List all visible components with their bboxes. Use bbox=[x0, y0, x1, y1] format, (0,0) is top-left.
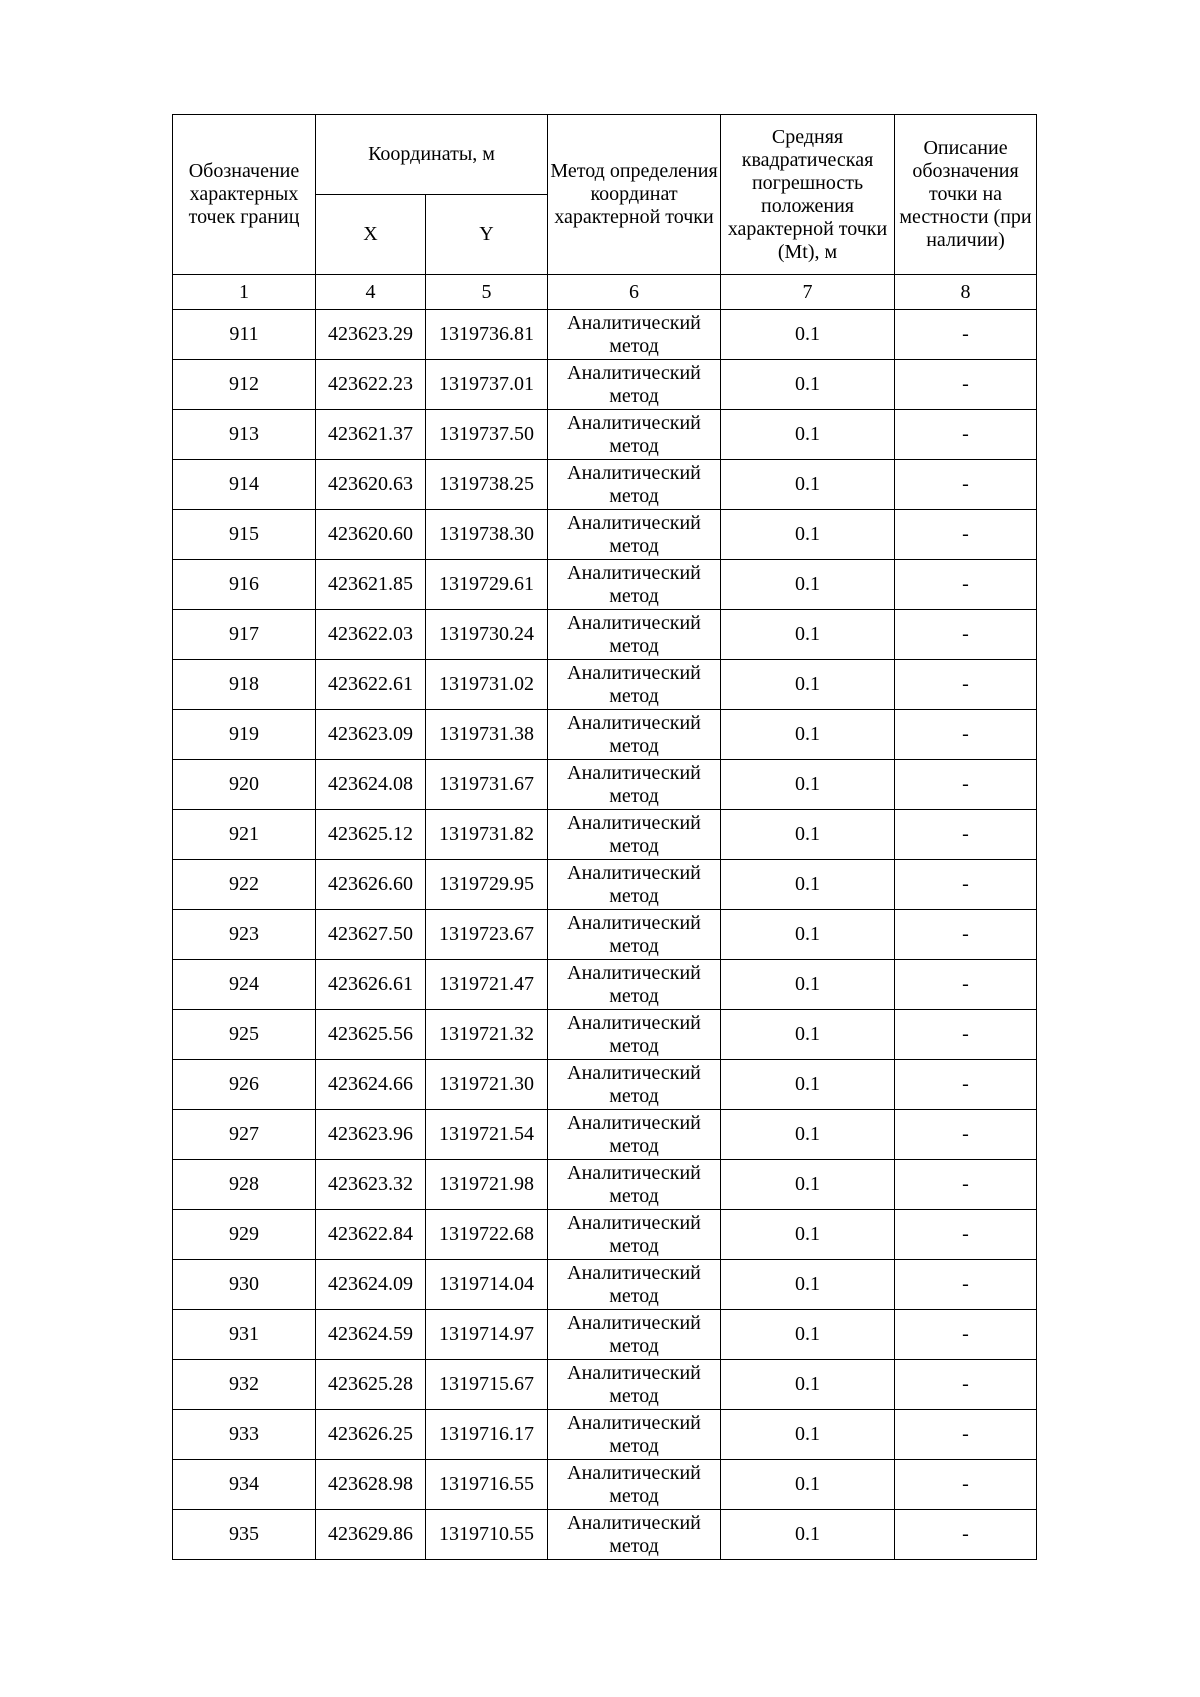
mt-error-cell: 0.1 bbox=[721, 1110, 895, 1160]
y-coordinate-cell: 1319729.61 bbox=[426, 560, 548, 610]
description-cell: - bbox=[895, 960, 1037, 1010]
point-id-cell: 930 bbox=[173, 1260, 316, 1310]
header-error: Средняя квадратическая погрешность положения характерной точки (Mt), м bbox=[721, 115, 895, 275]
column-number: 1 bbox=[173, 275, 316, 310]
method-cell: Аналитический метод bbox=[548, 510, 721, 560]
column-number: 6 bbox=[548, 275, 721, 310]
y-coordinate-cell: 1319731.38 bbox=[426, 710, 548, 760]
mt-error-cell: 0.1 bbox=[721, 360, 895, 410]
y-coordinate-cell: 1319721.54 bbox=[426, 1110, 548, 1160]
description-cell: - bbox=[895, 1460, 1037, 1510]
x-coordinate-cell: 423626.60 bbox=[316, 860, 426, 910]
point-id-cell: 927 bbox=[173, 1110, 316, 1160]
method-cell: Аналитический метод bbox=[548, 860, 721, 910]
x-coordinate-cell: 423622.23 bbox=[316, 360, 426, 410]
y-coordinate-cell: 1319722.68 bbox=[426, 1210, 548, 1260]
x-coordinate-cell: 423622.03 bbox=[316, 610, 426, 660]
table-row bbox=[173, 1510, 1037, 1560]
y-coordinate-cell: 1319738.25 bbox=[426, 460, 548, 510]
mt-error-cell: 0.1 bbox=[721, 1360, 895, 1410]
method-cell: Аналитический метод bbox=[548, 1010, 721, 1060]
table-row bbox=[173, 1460, 1037, 1510]
point-id-cell: 928 bbox=[173, 1160, 316, 1210]
y-coordinate-cell: 1319731.82 bbox=[426, 810, 548, 860]
header-method: Метод определения координат характерной точки bbox=[548, 115, 721, 275]
point-id-cell: 932 bbox=[173, 1360, 316, 1410]
point-id-cell: 918 bbox=[173, 660, 316, 710]
description-cell: - bbox=[895, 1260, 1037, 1310]
y-coordinate-cell: 1319730.24 bbox=[426, 610, 548, 660]
header-coordinates: Координаты, м bbox=[316, 115, 548, 195]
description-cell: - bbox=[895, 1010, 1037, 1060]
mt-error-cell: 0.1 bbox=[721, 860, 895, 910]
point-id-cell: 917 bbox=[173, 610, 316, 660]
table-row bbox=[173, 1410, 1037, 1460]
description-cell: - bbox=[895, 1110, 1037, 1160]
method-cell: Аналитический метод bbox=[548, 910, 721, 960]
y-coordinate-cell: 1319737.01 bbox=[426, 360, 548, 410]
x-coordinate-cell: 423620.63 bbox=[316, 460, 426, 510]
y-coordinate-cell: 1319710.55 bbox=[426, 1510, 548, 1560]
table-row bbox=[173, 1010, 1037, 1060]
mt-error-cell: 0.1 bbox=[721, 960, 895, 1010]
method-cell: Аналитический метод bbox=[548, 660, 721, 710]
mt-error-cell: 0.1 bbox=[721, 1060, 895, 1110]
table-row bbox=[173, 1260, 1037, 1310]
description-cell: - bbox=[895, 610, 1037, 660]
x-coordinate-cell: 423625.28 bbox=[316, 1360, 426, 1410]
y-coordinate-cell: 1319716.55 bbox=[426, 1460, 548, 1510]
method-cell: Аналитический метод bbox=[548, 1360, 721, 1410]
mt-error-cell: 0.1 bbox=[721, 1460, 895, 1510]
description-cell: - bbox=[895, 1310, 1037, 1360]
x-coordinate-cell: 423626.61 bbox=[316, 960, 426, 1010]
method-cell: Аналитический метод bbox=[548, 1060, 721, 1110]
point-id-cell: 925 bbox=[173, 1010, 316, 1060]
table-row bbox=[173, 410, 1037, 460]
table-row bbox=[173, 510, 1037, 560]
table-row bbox=[173, 1360, 1037, 1410]
mt-error-cell: 0.1 bbox=[721, 710, 895, 760]
header-designation: Обозначение характерных точек границ bbox=[173, 115, 316, 275]
description-cell: - bbox=[895, 1410, 1037, 1460]
column-number: 5 bbox=[426, 275, 548, 310]
description-cell: - bbox=[895, 910, 1037, 960]
x-coordinate-cell: 423622.84 bbox=[316, 1210, 426, 1260]
x-coordinate-cell: 423627.50 bbox=[316, 910, 426, 960]
y-coordinate-cell: 1319723.67 bbox=[426, 910, 548, 960]
point-id-cell: 929 bbox=[173, 1210, 316, 1260]
column-number: 4 bbox=[316, 275, 426, 310]
table-row bbox=[173, 560, 1037, 610]
table-row bbox=[173, 810, 1037, 860]
mt-error-cell: 0.1 bbox=[721, 560, 895, 610]
mt-error-cell: 0.1 bbox=[721, 810, 895, 860]
mt-error-cell: 0.1 bbox=[721, 460, 895, 510]
mt-error-cell: 0.1 bbox=[721, 1410, 895, 1460]
y-coordinate-cell: 1319736.81 bbox=[426, 310, 548, 360]
point-id-cell: 935 bbox=[173, 1510, 316, 1560]
method-cell: Аналитический метод bbox=[548, 1210, 721, 1260]
point-id-cell: 926 bbox=[173, 1060, 316, 1110]
header-y: Y bbox=[426, 195, 548, 275]
y-coordinate-cell: 1319714.97 bbox=[426, 1310, 548, 1360]
x-coordinate-cell: 423629.86 bbox=[316, 1510, 426, 1560]
description-cell: - bbox=[895, 460, 1037, 510]
y-coordinate-cell: 1319721.98 bbox=[426, 1160, 548, 1210]
method-cell: Аналитический метод bbox=[548, 1260, 721, 1310]
point-id-cell: 915 bbox=[173, 510, 316, 560]
description-cell: - bbox=[895, 810, 1037, 860]
mt-error-cell: 0.1 bbox=[721, 910, 895, 960]
table-row bbox=[173, 710, 1037, 760]
mt-error-cell: 0.1 bbox=[721, 610, 895, 660]
y-coordinate-cell: 1319715.67 bbox=[426, 1360, 548, 1410]
header-x: X bbox=[316, 195, 426, 275]
x-coordinate-cell: 423626.25 bbox=[316, 1410, 426, 1460]
x-coordinate-cell: 423625.12 bbox=[316, 810, 426, 860]
mt-error-cell: 0.1 bbox=[721, 1260, 895, 1310]
description-cell: - bbox=[895, 660, 1037, 710]
y-coordinate-cell: 1319729.95 bbox=[426, 860, 548, 910]
x-coordinate-cell: 423623.96 bbox=[316, 1110, 426, 1160]
mt-error-cell: 0.1 bbox=[721, 1160, 895, 1210]
x-coordinate-cell: 423624.59 bbox=[316, 1310, 426, 1360]
y-coordinate-cell: 1319731.02 bbox=[426, 660, 548, 710]
point-id-cell: 914 bbox=[173, 460, 316, 510]
mt-error-cell: 0.1 bbox=[721, 1310, 895, 1360]
description-cell: - bbox=[895, 1160, 1037, 1210]
method-cell: Аналитический метод bbox=[548, 1160, 721, 1210]
x-coordinate-cell: 423620.60 bbox=[316, 510, 426, 560]
x-coordinate-cell: 423624.09 bbox=[316, 1260, 426, 1310]
description-cell: - bbox=[895, 860, 1037, 910]
method-cell: Аналитический метод bbox=[548, 1510, 721, 1560]
method-cell: Аналитический метод bbox=[548, 360, 721, 410]
y-coordinate-cell: 1319716.17 bbox=[426, 1410, 548, 1460]
table-row bbox=[173, 960, 1037, 1010]
table-row bbox=[173, 1310, 1037, 1360]
y-coordinate-cell: 1319721.47 bbox=[426, 960, 548, 1010]
mt-error-cell: 0.1 bbox=[721, 1010, 895, 1060]
mt-error-cell: 0.1 bbox=[721, 660, 895, 710]
table-row bbox=[173, 1210, 1037, 1260]
method-cell: Аналитический метод bbox=[548, 960, 721, 1010]
x-coordinate-cell: 423621.37 bbox=[316, 410, 426, 460]
method-cell: Аналитический метод bbox=[548, 310, 721, 360]
table-row bbox=[173, 310, 1037, 360]
description-cell: - bbox=[895, 1210, 1037, 1260]
method-cell: Аналитический метод bbox=[548, 1110, 721, 1160]
column-number: 7 bbox=[721, 275, 895, 310]
point-id-cell: 913 bbox=[173, 410, 316, 460]
table-row bbox=[173, 660, 1037, 710]
point-id-cell: 919 bbox=[173, 710, 316, 760]
description-cell: - bbox=[895, 360, 1037, 410]
table-row bbox=[173, 360, 1037, 410]
method-cell: Аналитический метод bbox=[548, 1460, 721, 1510]
x-coordinate-cell: 423623.32 bbox=[316, 1160, 426, 1210]
mt-error-cell: 0.1 bbox=[721, 510, 895, 560]
point-id-cell: 911 bbox=[173, 310, 316, 360]
table-row bbox=[173, 1110, 1037, 1160]
method-cell: Аналитический метод bbox=[548, 1410, 721, 1460]
mt-error-cell: 0.1 bbox=[721, 410, 895, 460]
method-cell: Аналитический метод bbox=[548, 1310, 721, 1360]
x-coordinate-cell: 423624.66 bbox=[316, 1060, 426, 1110]
description-cell: - bbox=[895, 510, 1037, 560]
x-coordinate-cell: 423622.61 bbox=[316, 660, 426, 710]
table-row bbox=[173, 460, 1037, 510]
point-id-cell: 933 bbox=[173, 1410, 316, 1460]
description-cell: - bbox=[895, 760, 1037, 810]
table-row bbox=[173, 760, 1037, 810]
description-cell: - bbox=[895, 1060, 1037, 1110]
header-row bbox=[173, 115, 1037, 195]
y-coordinate-cell: 1319721.30 bbox=[426, 1060, 548, 1110]
point-id-cell: 923 bbox=[173, 910, 316, 960]
description-cell: - bbox=[895, 710, 1037, 760]
description-cell: - bbox=[895, 310, 1037, 360]
mt-error-cell: 0.1 bbox=[721, 1210, 895, 1260]
table-row bbox=[173, 610, 1037, 660]
method-cell: Аналитический метод bbox=[548, 760, 721, 810]
description-cell: - bbox=[895, 410, 1037, 460]
table-row bbox=[173, 1160, 1037, 1210]
point-id-cell: 924 bbox=[173, 960, 316, 1010]
header-description: Описание обозначения точки на местности (при наличии) bbox=[895, 115, 1037, 275]
method-cell: Аналитический метод bbox=[548, 610, 721, 660]
x-coordinate-cell: 423624.08 bbox=[316, 760, 426, 810]
y-coordinate-cell: 1319721.32 bbox=[426, 1010, 548, 1060]
method-cell: Аналитический метод bbox=[548, 560, 721, 610]
point-id-cell: 934 bbox=[173, 1460, 316, 1510]
point-id-cell: 912 bbox=[173, 360, 316, 410]
table-row bbox=[173, 860, 1037, 910]
description-cell: - bbox=[895, 1510, 1037, 1560]
point-id-cell: 921 bbox=[173, 810, 316, 860]
mt-error-cell: 0.1 bbox=[721, 1510, 895, 1560]
table-row bbox=[173, 1060, 1037, 1110]
x-coordinate-cell: 423621.85 bbox=[316, 560, 426, 610]
point-id-cell: 931 bbox=[173, 1310, 316, 1360]
method-cell: Аналитический метод bbox=[548, 710, 721, 760]
mt-error-cell: 0.1 bbox=[721, 760, 895, 810]
column-number: 8 bbox=[895, 275, 1037, 310]
column-number-row bbox=[173, 275, 1037, 310]
point-id-cell: 916 bbox=[173, 560, 316, 610]
y-coordinate-cell: 1319714.04 bbox=[426, 1260, 548, 1310]
table-row bbox=[173, 910, 1037, 960]
y-coordinate-cell: 1319738.30 bbox=[426, 510, 548, 560]
mt-error-cell: 0.1 bbox=[721, 310, 895, 360]
x-coordinate-cell: 423623.09 bbox=[316, 710, 426, 760]
method-cell: Аналитический метод bbox=[548, 460, 721, 510]
x-coordinate-cell: 423625.56 bbox=[316, 1010, 426, 1060]
y-coordinate-cell: 1319737.50 bbox=[426, 410, 548, 460]
method-cell: Аналитический метод bbox=[548, 810, 721, 860]
description-cell: - bbox=[895, 1360, 1037, 1410]
table-body bbox=[173, 115, 1037, 1560]
x-coordinate-cell: 423623.29 bbox=[316, 310, 426, 360]
coordinates-table bbox=[172, 114, 1037, 1560]
y-coordinate-cell: 1319731.67 bbox=[426, 760, 548, 810]
x-coordinate-cell: 423628.98 bbox=[316, 1460, 426, 1510]
point-id-cell: 922 bbox=[173, 860, 316, 910]
description-cell: - bbox=[895, 560, 1037, 610]
point-id-cell: 920 bbox=[173, 760, 316, 810]
method-cell: Аналитический метод bbox=[548, 410, 721, 460]
